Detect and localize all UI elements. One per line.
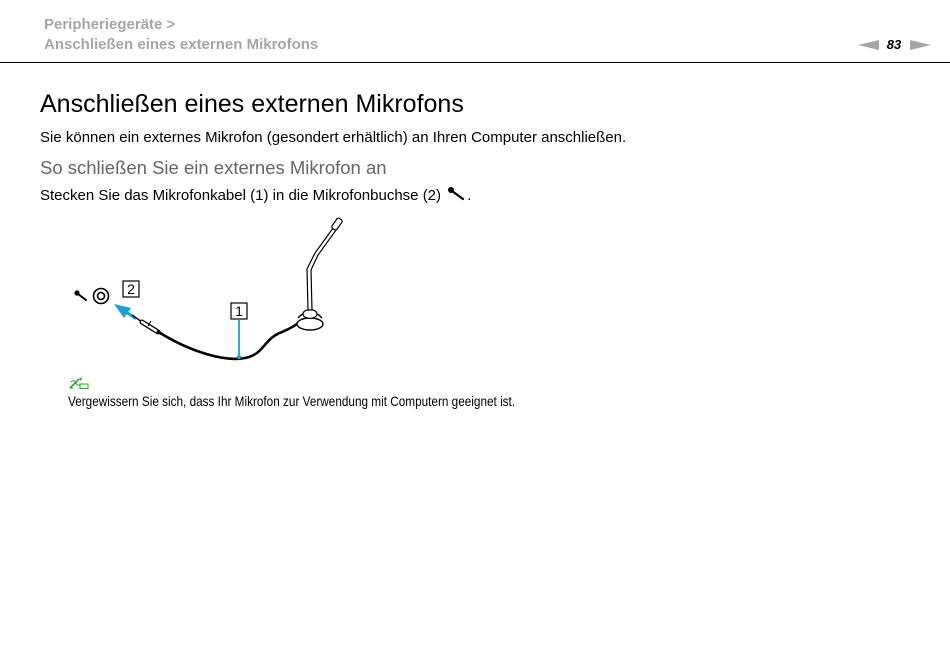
- next-page-arrow-icon[interactable]: [910, 40, 931, 50]
- note-text: Vergewissern Sie sich, dass Ihr Mikrofon zur Verwendung mit Computern geeignet ist.: [68, 393, 516, 409]
- step-text: Stecken Sie das Mikrofonkabel (1) in die Mikrofonbuchse (2): [40, 187, 442, 204]
- previous-page-arrow-icon[interactable]: [858, 40, 879, 50]
- microphone-icon: [447, 186, 467, 202]
- page-title: Anschließen eines externen Mikrofons: [40, 90, 464, 118]
- step-end-punctuation: .: [467, 187, 472, 204]
- note-pencil-icon: [68, 376, 90, 390]
- microphone-cable: [157, 319, 303, 359]
- microphone-connection-figure: [60, 214, 380, 374]
- breadcrumb-page: Anschließen eines externen Mikrofons: [44, 36, 319, 53]
- microphone-jack-symbol-icon: [74, 290, 86, 300]
- insertion-arrow-icon: [114, 304, 135, 318]
- callout-2-label: 2: [127, 281, 135, 297]
- callout-1-label: 1: [235, 303, 243, 319]
- audio-jack-port-icon: [94, 289, 109, 304]
- header-divider: [0, 62, 950, 63]
- breadcrumb-section: Peripheriegeräte >: [44, 16, 176, 33]
- desktop-microphone-icon: [297, 217, 343, 330]
- section-title: So schließen Sie ein externes Mikrofon an: [40, 157, 387, 178]
- step-instruction: [40, 186, 471, 204]
- page-number: 83: [886, 37, 902, 52]
- microphone-plug-icon: [132, 315, 158, 332]
- intro-paragraph: Sie können ein externes Mikrofon (gesondert erhältlich) an Ihren Computer anschließen.: [40, 129, 627, 146]
